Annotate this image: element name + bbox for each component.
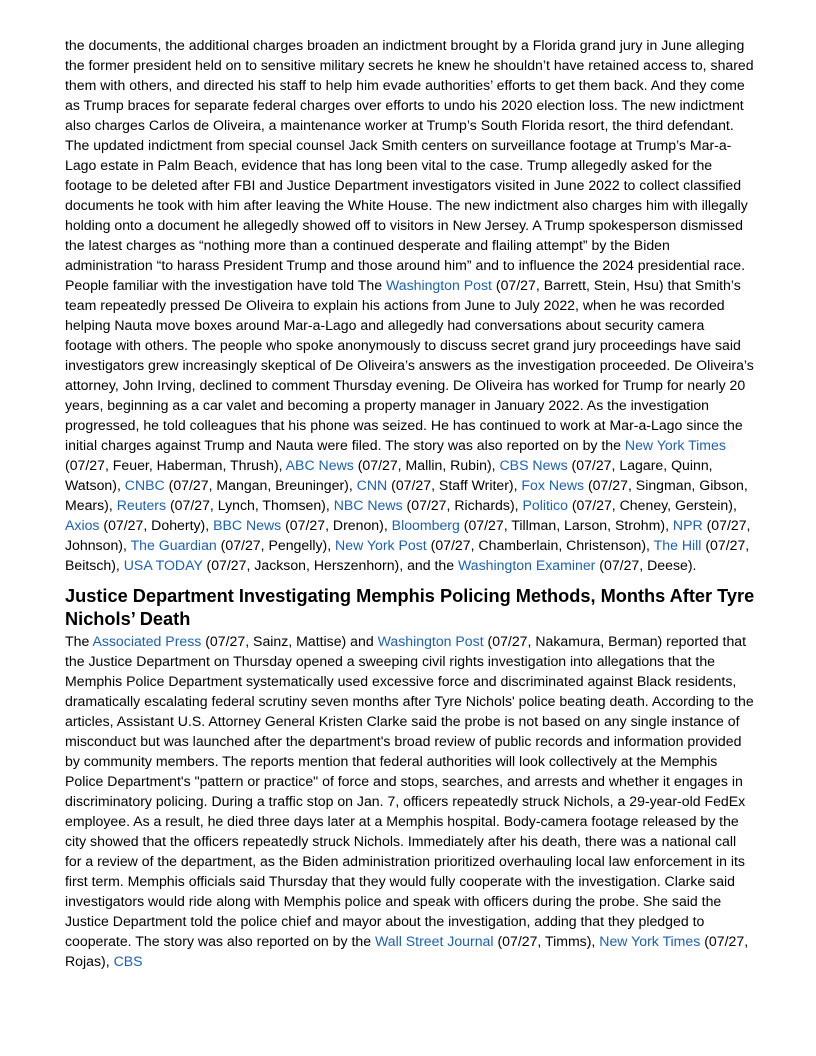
source-detail: (07/27, Staff Writer), [387, 477, 522, 493]
source-detail: (07/27, Doherty), [99, 517, 214, 533]
source-detail: (07/27, Feuer, Haberman, Thrush), [65, 457, 286, 473]
source-link[interactable]: New York Times [599, 933, 701, 949]
source-detail: (07/27, Singman, Gibson, Mears), [65, 477, 748, 513]
source-detail: (07/27, Cheney, Gerstein), [567, 497, 737, 513]
source-detail: (07/27, Johnson), [65, 517, 751, 553]
source-link[interactable]: Reuters [116, 497, 167, 513]
source-link[interactable]: Associated Press [92, 633, 202, 649]
story-body-paragraph [65, 35, 755, 575]
source-detail: (07/27, Rojas), [65, 933, 749, 969]
source-link[interactable]: Bloomberg [391, 517, 460, 533]
source-detail: (07/27, Sainz, Mattise) and [201, 633, 378, 649]
source-link[interactable]: New York Post [335, 537, 427, 553]
source-link[interactable]: New York Times [624, 437, 726, 453]
source-link[interactable]: NBC News [333, 497, 403, 513]
story-body-paragraph [65, 631, 755, 971]
body-text: the documents, the additional charges broaden an indictment brought by a Florida grand jury in June alleging the former president held on to sensitive military secrets he knew he shouldn’t have retained access to, shared them with others, and directed his staff to help him evade authorities’ efforts to get them back. And they come as Trump braces for separate federal charges over efforts to undo his 2020 election loss. The new indictment also charges Carlos de Oliveira, a maintenance worker at Trump’s South Florida resort, the third defendant. The updated indictment from special counsel Jack Smith centers on surveillance footage at Trump’s Mar-a-Lago estate in Palm Beach, evidence that has long been vital to the case. Trump allegedly asked for the footage to be deleted after FBI and Justice Department investigators visited in June 2022 to collect classified documents he took with him after leaving the White House. The new indictment also charges him with illegally holding onto a document he allegedly showed off to visitors in New Jersey. A Trump spokesperson dismissed the latest charges as “nothing more than a continued desperate and flailing attempt” by the Biden administration “to harass President Trump and those around him” and to influence the 2024 presidential race. People familiar with the investigation have told The [65, 37, 754, 293]
source-detail: (07/27, Deese). [595, 557, 697, 573]
source-detail: (07/27, Beitsch), [65, 537, 750, 573]
source-detail: (07/27, Jackson, Herszenhorn), and the [202, 557, 459, 573]
source-link[interactable]: The Hill [653, 537, 702, 553]
source-detail: (07/27, Chamberlain, Christenson), [426, 537, 654, 553]
document-page [65, 35, 755, 971]
source-link[interactable]: CBS News [499, 457, 568, 473]
source-detail: (07/27, Drenon), [281, 517, 392, 533]
source-link[interactable]: BBC News [213, 517, 282, 533]
source-link[interactable]: CBS [113, 953, 143, 969]
source-link[interactable]: Politico [522, 497, 568, 513]
source-link[interactable]: CNBC [124, 477, 165, 493]
source-detail: (07/27, Lynch, Thomsen), [166, 497, 334, 513]
source-link[interactable]: CNN [356, 477, 388, 493]
source-detail: (07/27, Lagare, Quinn, Watson), [65, 457, 713, 493]
source-link[interactable]: Washington Examiner [458, 557, 596, 573]
source-link[interactable]: Axios [65, 517, 100, 533]
source-link[interactable]: The Guardian [130, 537, 217, 553]
body-text: The [65, 633, 93, 649]
source-detail: (07/27, Richards), [402, 497, 523, 513]
source-link[interactable]: Wall Street Journal [374, 933, 494, 949]
source-link[interactable]: ABC News [285, 457, 354, 473]
source-detail: (07/27, Tillman, Larson, Strohm), [459, 517, 673, 533]
source-link[interactable]: USA TODAY [123, 557, 203, 573]
source-detail: (07/27, Pengelly), [216, 537, 336, 553]
source-detail: (07/27, Timms), [493, 933, 600, 949]
body-text: (07/27, Nakamura, Berman) reported that the Justice Department on Thursday opened a sweeping civil rights investigation into allegations that the Memphis Police Department systematically used excessive force and discriminated against Black residents, dramatically escalating federal scrutiny seven months after Tyre Nichols' police beating death. According to the articles, Assistant U.S. Attorney General Kristen Clarke said the probe is not based on any single instance of misconduct but was launched after the department's broad review of public records and information provided by community members. The reports mention that federal authorities will look collectively at the Memphis Police Department's "pattern or practice" of force and stops, searches, and arrests and whether it engages in discriminatory policing. During a traffic stop on Jan. 7, officers repeatedly struck Nichols, a 29-year-old FedEx employee. As a result, he died three days later at a Memphis hospital. Body-camera footage released by the city showed that the officers repeatedly struck Nichols. Immediately after his death, there was a national call for a review of the department, as the Biden administration prioritized overhauling local law enforcement in its first term. Memphis officials said Thursday that they would fully cooperate with the investigation. Clarke said investigators would ride along with Memphis police and speak with officers during the probe. She said the Justice Department told the police chief and mayor about the investigation, adding that they pledged to cooperate. The story was also reported on by the [65, 633, 754, 949]
source-link[interactable]: NPR [672, 517, 703, 533]
body-text: (07/27, Barrett, Stein, Hsu) that Smith’s team repeatedly pressed De Oliveira to explain his actions from June to July 2022, when he was recorded helping Nauta move boxes around Mar-a-Lago and allegedly had conversations about security camera footage with others. The people who spoke anonymously to discuss secret grand jury proceedings have said investigators grew increasingly skeptical of De Oliveira’s answers as the investigation proceeded. De Oliveira’s attorney, John Irving, declined to comment Thursday evening. De Oliveira has worked for Trump for nearly 20 years, beginning as a car valet and becoming a property manager in January 2022. As the investigation progressed, he told colleagues that his phone was seized. He has continued to work at Mar-a-Lago since the initial charges against Trump and Nauta were filed. The story was also reported on by the [65, 277, 754, 453]
source-detail: (07/27, Mallin, Rubin), [353, 457, 500, 473]
story-headline: Justice Department Investigating Memphis Policing Methods, Months After Tyre Nichols’ Death [65, 586, 755, 629]
source-detail: (07/27, Mangan, Breuninger), [164, 477, 357, 493]
source-link[interactable]: Washington Post [377, 633, 484, 649]
source-link[interactable]: Fox News [521, 477, 585, 493]
source-link[interactable]: Washington Post [385, 277, 492, 293]
